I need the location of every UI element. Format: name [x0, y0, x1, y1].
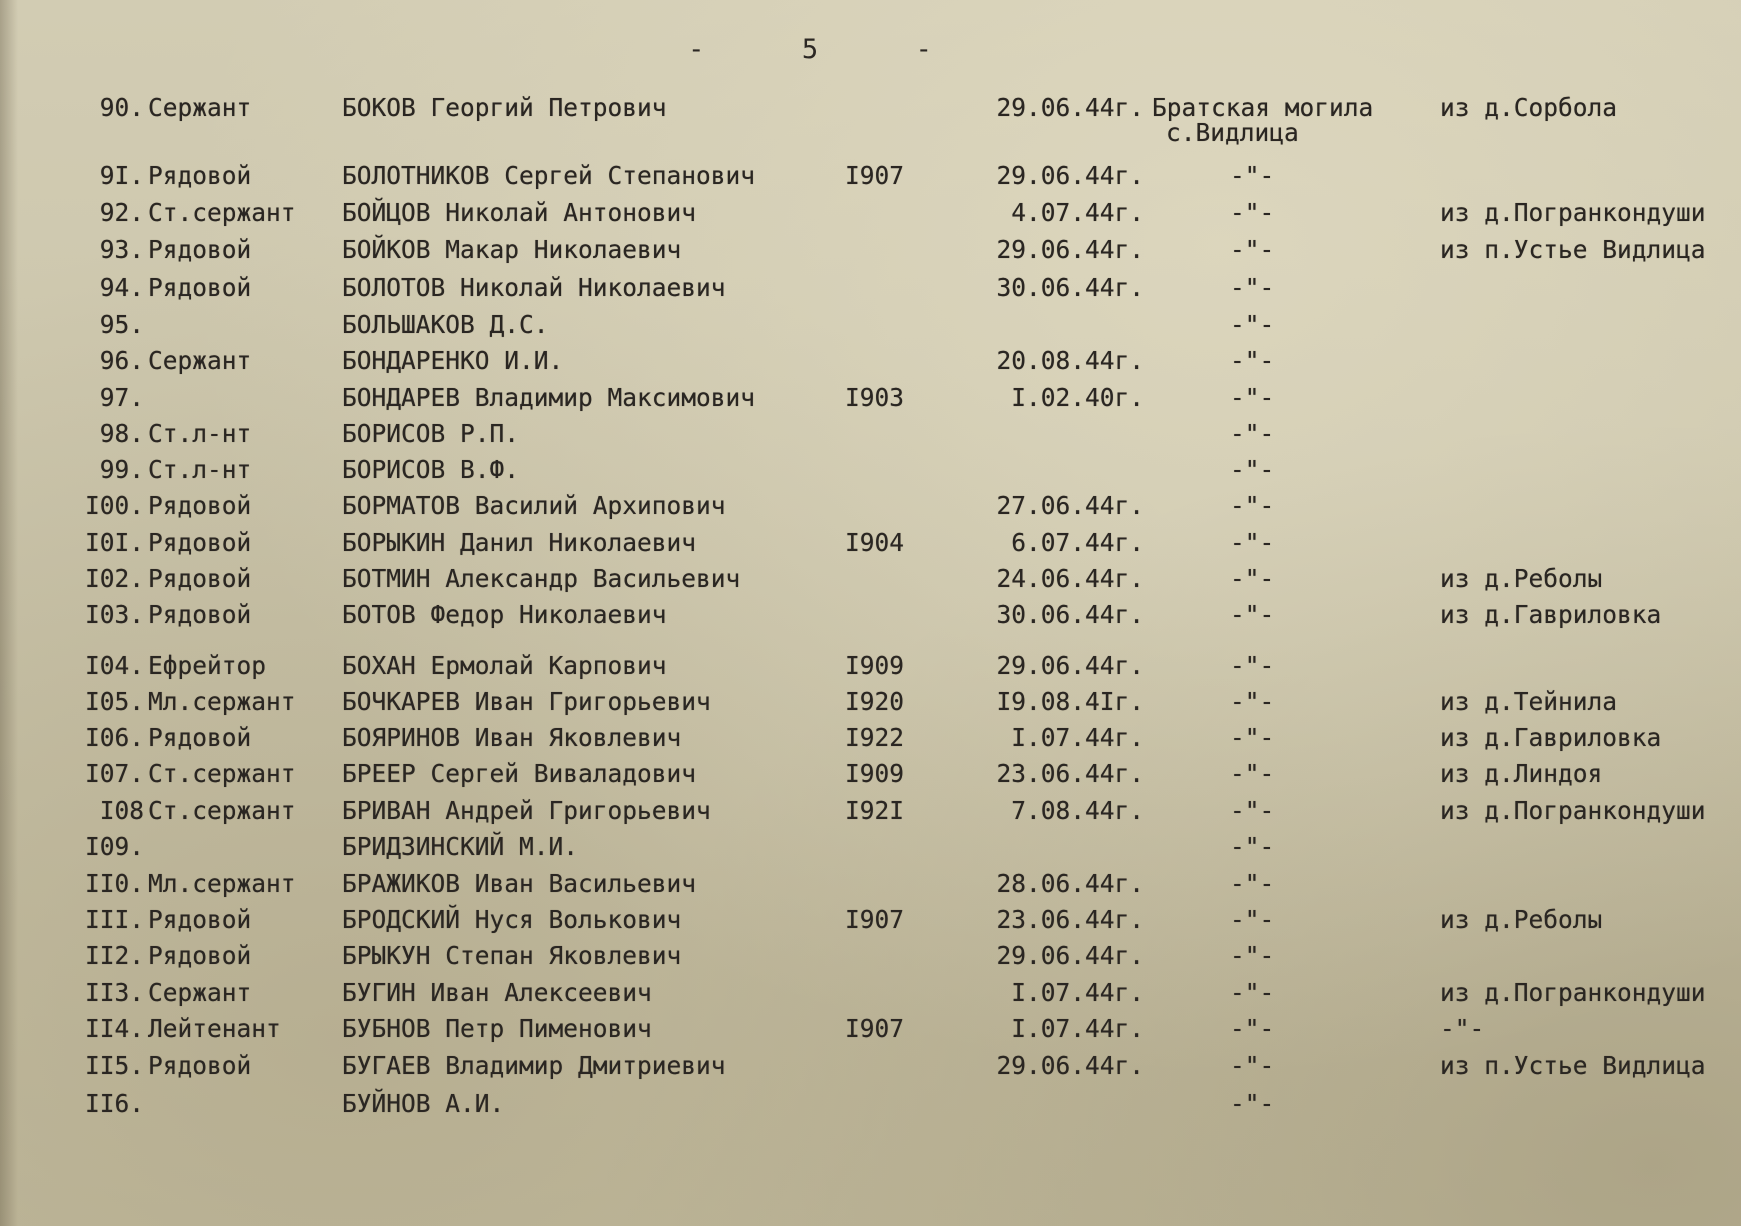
- row-number: 93.: [99, 235, 144, 264]
- row-rank: Рядовой: [148, 1051, 252, 1080]
- row-name: БОРЫКИН Данил Николаевич: [342, 528, 697, 557]
- list-row: [0, 1011, 1741, 1047]
- row-origin: из п.Устье Видлица: [1440, 235, 1706, 264]
- row-burial: -"-: [1230, 651, 1275, 680]
- list-row: [0, 902, 1741, 938]
- row-origin: из д.Сорбола: [1440, 93, 1618, 122]
- list-row: [0, 829, 1741, 865]
- row-death-date: 29.06.44г.: [996, 235, 1144, 264]
- row-rank: Рядовой: [148, 723, 252, 752]
- row-origin: из д.Гавриловка: [1440, 723, 1662, 752]
- row-name: БРОДСКИЙ Нуся Волькович: [342, 905, 682, 934]
- row-rank: Сержант: [148, 93, 252, 122]
- row-number: 97.: [99, 383, 144, 412]
- row-name: БОНДАРЕНКО И.И.: [342, 346, 564, 375]
- row-origin: из д.Погранкондуши: [1440, 198, 1706, 227]
- list-row: [0, 270, 1741, 306]
- row-origin: из д.Реболы: [1440, 905, 1603, 934]
- row-name: БРИДЗИНСКИЙ М.И.: [342, 832, 579, 861]
- row-rank: Сержант: [148, 978, 252, 1007]
- row-burial: -"-: [1230, 346, 1275, 375]
- row-burial: -"-: [1230, 455, 1275, 484]
- list-row: [0, 380, 1741, 416]
- row-death-date: 28.06.44г.: [996, 869, 1144, 898]
- row-death-date: I.02.40г.: [1011, 383, 1144, 412]
- list-row: [0, 1048, 1741, 1084]
- row-birth-year: I909: [845, 759, 905, 788]
- row-number: II6.: [84, 1089, 144, 1118]
- row-name: БОТМИН Александр Васильевич: [342, 564, 741, 593]
- row-origin: из д.Тейнила: [1440, 687, 1618, 716]
- row-number: 9I.: [99, 161, 144, 190]
- row-death-date: 29.06.44г.: [996, 651, 1144, 680]
- row-number: II4.: [84, 1014, 144, 1043]
- row-rank: Ст.л-нт: [148, 419, 252, 448]
- list-row: [0, 975, 1741, 1011]
- row-burial: -"-: [1230, 905, 1275, 934]
- row-death-date: 27.06.44г.: [996, 491, 1144, 520]
- row-burial: -"-: [1230, 832, 1275, 861]
- row-name: БРЕЕР Сергей Виваладович: [342, 759, 697, 788]
- list-row: [0, 488, 1741, 524]
- row-number: I06.: [84, 723, 144, 752]
- list-row: [0, 684, 1741, 720]
- row-number: III.: [84, 905, 144, 934]
- row-birth-year: I92I: [845, 796, 905, 825]
- row-number: II5.: [84, 1051, 144, 1080]
- row-origin: из д.Погранкондуши: [1440, 796, 1706, 825]
- row-death-date: 4.07.44г.: [1011, 198, 1144, 227]
- row-number: II3.: [84, 978, 144, 1007]
- row-rank: Рядовой: [148, 600, 252, 629]
- row-death-date: I9.08.4Iг.: [996, 687, 1144, 716]
- list-row: [0, 232, 1741, 268]
- row-name: БРИВАН Андрей Григорьевич: [342, 796, 711, 825]
- row-burial: -"-: [1230, 235, 1275, 264]
- row-death-date: 29.06.44г.: [996, 941, 1144, 970]
- row-name: БОНДАРЕВ Владимир Максимович: [342, 383, 756, 412]
- row-name: БОХАН Ермолай Карпович: [342, 651, 667, 680]
- row-name: БУГИН Иван Алексеевич: [342, 978, 652, 1007]
- list-row: [0, 416, 1741, 452]
- row-burial: Братская могила: [1152, 93, 1374, 122]
- row-death-date: 29.06.44г.: [996, 93, 1144, 122]
- row-rank: Лейтенант: [148, 1014, 281, 1043]
- list-row: [0, 561, 1741, 597]
- row-death-date: 29.06.44г.: [996, 1051, 1144, 1080]
- row-name: БУБНОВ Петр Пименович: [342, 1014, 652, 1043]
- row-burial: -"-: [1230, 869, 1275, 898]
- row-burial: -"-: [1230, 273, 1275, 302]
- row-burial: -"-: [1230, 1051, 1275, 1080]
- row-burial: -"-: [1230, 564, 1275, 593]
- row-death-date: I.07.44г.: [1011, 978, 1144, 1007]
- row-rank: Ст.сержант: [148, 198, 296, 227]
- row-name: БУЙНОВ А.И.: [342, 1089, 505, 1118]
- row-burial: -"-: [1230, 310, 1275, 339]
- row-name: БУГАЕВ Владимир Дмитриевич: [342, 1051, 726, 1080]
- row-origin: из д.Линдоя: [1440, 759, 1603, 788]
- row-burial: -"-: [1230, 419, 1275, 448]
- row-rank: Рядовой: [148, 161, 252, 190]
- row-name: БОЧКАРЕВ Иван Григорьевич: [342, 687, 711, 716]
- row-rank: Ст.л-нт: [148, 455, 252, 484]
- row-rank: Рядовой: [148, 273, 252, 302]
- row-number: 98.: [99, 419, 144, 448]
- list-row: [0, 756, 1741, 792]
- row-number: I04.: [84, 651, 144, 680]
- row-death-date: 24.06.44г.: [996, 564, 1144, 593]
- row-name: БРЫКУН Степан Яковлевич: [342, 941, 682, 970]
- row-name: БОЙЦОВ Николай Антонович: [342, 198, 697, 227]
- row-number: I08: [99, 796, 144, 825]
- row-death-date: 29.06.44г.: [996, 161, 1144, 190]
- list-row: [0, 452, 1741, 488]
- row-number: 92.: [99, 198, 144, 227]
- row-burial: -"-: [1230, 491, 1275, 520]
- row-name: БОКОВ Георгий Петрович: [342, 93, 667, 122]
- row-death-date: 30.06.44г.: [996, 600, 1144, 629]
- row-burial: -"-: [1230, 978, 1275, 1007]
- row-burial: -"-: [1230, 941, 1275, 970]
- row-name: БОЛОТНИКОВ Сергей Степанович: [342, 161, 756, 190]
- list-row: [0, 343, 1741, 379]
- row-number: II0.: [84, 869, 144, 898]
- row-rank: Рядовой: [148, 491, 252, 520]
- row-rank: Рядовой: [148, 905, 252, 934]
- list-row: [0, 720, 1741, 756]
- row-rank: Рядовой: [148, 235, 252, 264]
- row-name: БОРМАТОВ Василий Архипович: [342, 491, 726, 520]
- row-burial: -"-: [1230, 528, 1275, 557]
- row-birth-year: I907: [845, 905, 905, 934]
- row-death-date: 30.06.44г.: [996, 273, 1144, 302]
- row-burial: -"-: [1230, 759, 1275, 788]
- row-burial: -"-: [1230, 723, 1275, 752]
- row-death-date: I.07.44г.: [1011, 723, 1144, 752]
- row-burial: -"-: [1230, 600, 1275, 629]
- row-death-date: 6.07.44г.: [1011, 528, 1144, 557]
- row-death-date: 23.06.44г.: [996, 759, 1144, 788]
- row-death-date: 7.08.44г.: [1011, 796, 1144, 825]
- row-rank: Рядовой: [148, 941, 252, 970]
- list-row: [0, 648, 1741, 684]
- row-number: I09.: [84, 832, 144, 861]
- row-origin: из п.Устье Видлица: [1440, 1051, 1706, 1080]
- list-row: [0, 793, 1741, 829]
- row-burial: -"-: [1230, 1089, 1275, 1118]
- row-birth-year: I922: [845, 723, 905, 752]
- row-name: БРАЖИКОВ Иван Васильевич: [342, 869, 697, 898]
- row-birth-year: I903: [845, 383, 905, 412]
- list-row: [0, 866, 1741, 902]
- burial-place: с.Видлица: [1166, 118, 1299, 147]
- row-death-date: 23.06.44г.: [996, 905, 1144, 934]
- row-number: I07.: [84, 759, 144, 788]
- row-rank: Рядовой: [148, 528, 252, 557]
- row-name: БОТОВ Федор Николаевич: [342, 600, 667, 629]
- list-row: [0, 597, 1741, 633]
- row-number: 99.: [99, 455, 144, 484]
- row-rank: Мл.сержант: [148, 687, 296, 716]
- row-birth-year: I907: [845, 161, 905, 190]
- row-name: БОЛЬШАКОВ Д.С.: [342, 310, 549, 339]
- list-row: [0, 158, 1741, 194]
- row-origin: из д.Гавриловка: [1440, 600, 1662, 629]
- row-number: 90.: [99, 93, 144, 122]
- row-rank: Ст.сержант: [148, 759, 296, 788]
- row-burial: -"-: [1230, 161, 1275, 190]
- page-number: - 5 -: [688, 34, 932, 65]
- row-number: II2.: [84, 941, 144, 970]
- row-number: I02.: [84, 564, 144, 593]
- row-number: I00.: [84, 491, 144, 520]
- row-birth-year: I907: [845, 1014, 905, 1043]
- row-burial: -"-: [1230, 796, 1275, 825]
- row-birth-year: I904: [845, 528, 905, 557]
- row-rank: Ефрейтор: [148, 651, 267, 680]
- row-number: 96.: [99, 346, 144, 375]
- row-burial: -"-: [1230, 1014, 1275, 1043]
- row-rank: Ст.сержант: [148, 796, 296, 825]
- row-origin: из д.Реболы: [1440, 564, 1603, 593]
- list-row: [0, 938, 1741, 974]
- row-origin: -"-: [1440, 1014, 1485, 1043]
- row-birth-year: I909: [845, 651, 905, 680]
- row-birth-year: I920: [845, 687, 905, 716]
- row-origin: из д.Погранкондуши: [1440, 978, 1706, 1007]
- row-number: 95.: [99, 310, 144, 339]
- row-number: I05.: [84, 687, 144, 716]
- row-burial: -"-: [1230, 383, 1275, 412]
- row-number: I03.: [84, 600, 144, 629]
- row-name: БОРИСОВ В.Ф.: [342, 455, 520, 484]
- list-row: [0, 525, 1741, 561]
- row-name: БОЛОТОВ Николай Николаевич: [342, 273, 726, 302]
- row-rank: Рядовой: [148, 564, 252, 593]
- row-number: 94.: [99, 273, 144, 302]
- row-death-date: I.07.44г.: [1011, 1014, 1144, 1043]
- list-row: [0, 1086, 1741, 1122]
- row-burial: -"-: [1230, 198, 1275, 227]
- row-number: I0I.: [84, 528, 144, 557]
- row-rank: Сержант: [148, 346, 252, 375]
- row-rank: Мл.сержант: [148, 869, 296, 898]
- list-row: [0, 195, 1741, 231]
- row-name: БОЙКОВ Макар Николаевич: [342, 235, 682, 264]
- list-row-first: [0, 90, 1741, 126]
- list-row: [0, 307, 1741, 343]
- row-burial: -"-: [1230, 687, 1275, 716]
- row-death-date: 20.08.44г.: [996, 346, 1144, 375]
- row-name: БОЯРИНОВ Иван Яковлевич: [342, 723, 682, 752]
- row-name: БОРИСОВ Р.П.: [342, 419, 520, 448]
